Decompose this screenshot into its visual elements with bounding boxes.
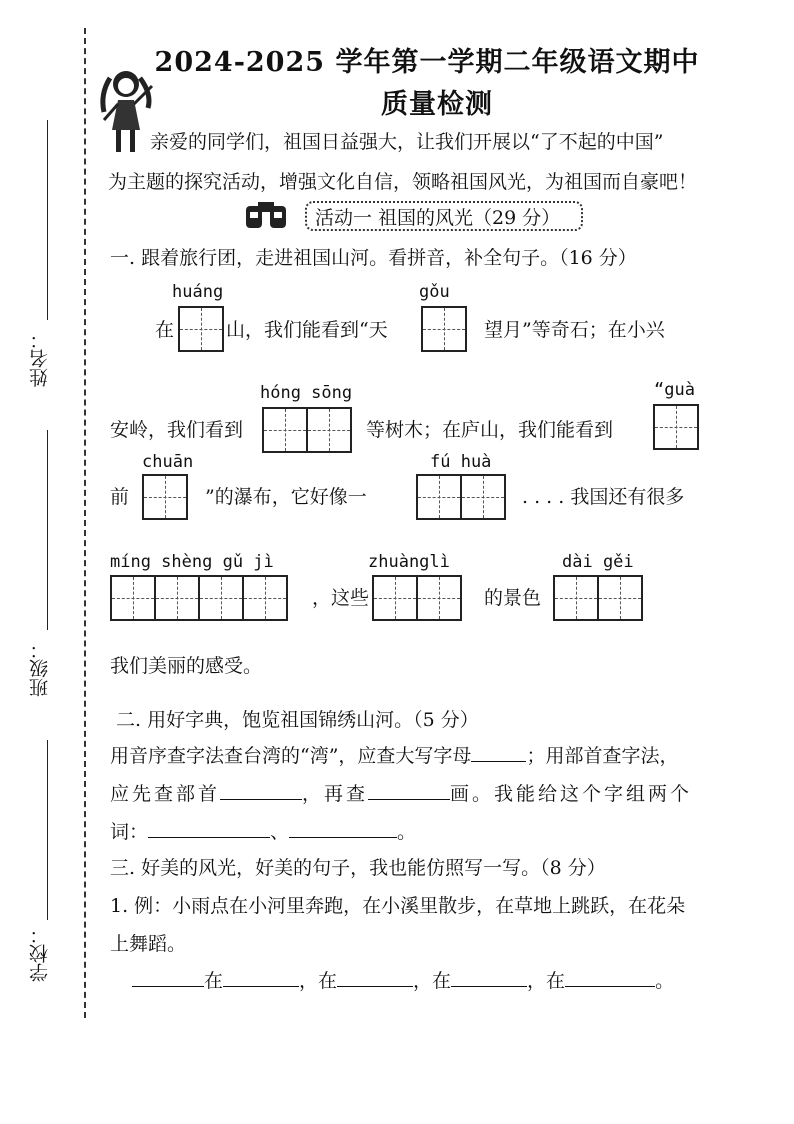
q1-text-qian: 前 xyxy=(110,486,130,508)
q3-text-zai-2: ，在 xyxy=(299,970,338,992)
girl-illustration xyxy=(96,64,158,160)
name-label: 姓名： xyxy=(29,330,51,387)
pinyin-huang: huáng xyxy=(172,282,224,302)
q2-text-bushou: ；用部首查字法， xyxy=(526,745,679,767)
q1-text-shumu: 等树木；在庐山，我们能看到 xyxy=(366,419,614,441)
answer-box-mingsheng[interactable] xyxy=(110,575,286,621)
q2-text-chabushou: 应先查部首 xyxy=(110,783,221,805)
blank-letter[interactable] xyxy=(471,743,526,762)
q2-text-end: 。 xyxy=(397,821,417,843)
q1-text-zai: 在 xyxy=(155,319,175,341)
q3-example-line-2: 上舞蹈。 xyxy=(110,933,187,955)
blank-word-2[interactable] xyxy=(289,819,397,838)
school-underline xyxy=(47,740,48,920)
answer-box-gou[interactable] xyxy=(421,306,465,352)
q3-heading: 三. 好美的风光，好美的句子，我也能仿照写一写。（8 分） xyxy=(110,857,606,879)
answer-box-huang[interactable] xyxy=(178,306,222,352)
q1-text-shan: 山，我们能看到“天 xyxy=(226,319,388,341)
q3-text-zai-4: ，在 xyxy=(527,970,566,992)
q3-fill-line xyxy=(132,966,674,993)
q1-text-pubu: ”的瀑布，它好像一 xyxy=(205,486,367,508)
name-underline xyxy=(47,120,48,320)
q2-line-3 xyxy=(110,817,416,844)
q2-text-dun: 、 xyxy=(270,821,290,843)
q1-text-anling: 安岭，我们看到 xyxy=(110,419,244,441)
blank-radical[interactable] xyxy=(220,781,302,800)
blank-subject[interactable] xyxy=(132,968,204,987)
binding-dashed-line xyxy=(84,28,86,1018)
q2-text-zuci: 画。我能给这个字组两个 xyxy=(450,783,693,805)
intro-line-2: 为主题的探究活动，增强文化自信，领略祖国风光，为祖国而自豪吧！ xyxy=(108,171,698,193)
class-label: 班级： xyxy=(29,640,51,697)
binoculars-icon xyxy=(244,198,290,232)
q3-example-line-1: 1. 例：小雨点在小河里奔跑，在小溪里散步，在草地上跳跃，在花朵 xyxy=(110,895,686,917)
pinyin-zhuangli: zhuànglì xyxy=(368,552,450,572)
page-subtitle: 质量检测 xyxy=(381,89,493,120)
blank-strokes[interactable] xyxy=(368,781,450,800)
school-label: 学校： xyxy=(29,925,51,982)
q1-text-ganshou: 我们美丽的感受。 xyxy=(110,655,263,677)
q2-heading: 二. 用好字典，饱览祖国锦绣山河。（5 分） xyxy=(116,709,479,731)
pinyin-hongsong: hóng sōng xyxy=(260,383,353,403)
answer-box-hongsong[interactable] xyxy=(262,407,350,453)
pinyin-gou: gǒu xyxy=(419,282,450,302)
q2-line-1 xyxy=(110,741,678,768)
answer-box-chuan[interactable] xyxy=(142,474,186,520)
q1-text-jingse: 的景色 xyxy=(484,587,542,609)
pinyin-mingsheng: míng shèng gǔ jì xyxy=(110,552,274,572)
pinyin-daigei: dài gěi xyxy=(562,552,634,572)
q1-text-henduo: . . . . 我国还有很多 xyxy=(522,486,685,508)
q3-text-zai-3: ，在 xyxy=(413,970,452,992)
answer-box-daigei[interactable] xyxy=(553,575,641,621)
q3-text-zai-1: 在 xyxy=(204,970,224,992)
q1-text-zhexie: ，这些 xyxy=(312,587,370,609)
q1-heading: 一. 跟着旅行团，走进祖国山河。看拼音，补全句子。（16 分） xyxy=(110,247,637,269)
blank-place-3[interactable] xyxy=(451,968,527,987)
page-title: 2024-2025 学年第一学期二年级语文期中 xyxy=(154,47,700,78)
q2-line-2 xyxy=(110,779,692,806)
blank-place-1[interactable] xyxy=(223,968,299,987)
class-underline xyxy=(47,430,48,630)
intro-line-1: 亲爱的同学们，祖国日益强大，让我们开展以“了不起的中国” xyxy=(150,131,664,153)
q3-text-end: 。 xyxy=(655,970,675,992)
answer-box-gua[interactable] xyxy=(653,404,697,450)
answer-box-fuhua[interactable] xyxy=(416,474,504,520)
q2-text-yinxu: 用音序查字法查台湾的“湾”，应查大写字母 xyxy=(110,745,472,767)
blank-word-1[interactable] xyxy=(148,819,270,838)
q1-text-wangyue: 望月”等奇石；在小兴 xyxy=(484,319,665,341)
pinyin-gua: “guà xyxy=(654,380,695,400)
activity-banner: 活动一 祖国的风光（29 分） xyxy=(305,201,583,231)
pinyin-chuan: chuān xyxy=(142,452,194,472)
q2-text-ci: 词： xyxy=(110,821,149,843)
answer-box-zhuangli[interactable] xyxy=(372,575,460,621)
blank-place-4[interactable] xyxy=(565,968,655,987)
pinyin-fuhua: fú huà xyxy=(430,452,492,472)
q2-text-zaicha: ，再查 xyxy=(302,783,369,805)
blank-place-2[interactable] xyxy=(337,968,413,987)
